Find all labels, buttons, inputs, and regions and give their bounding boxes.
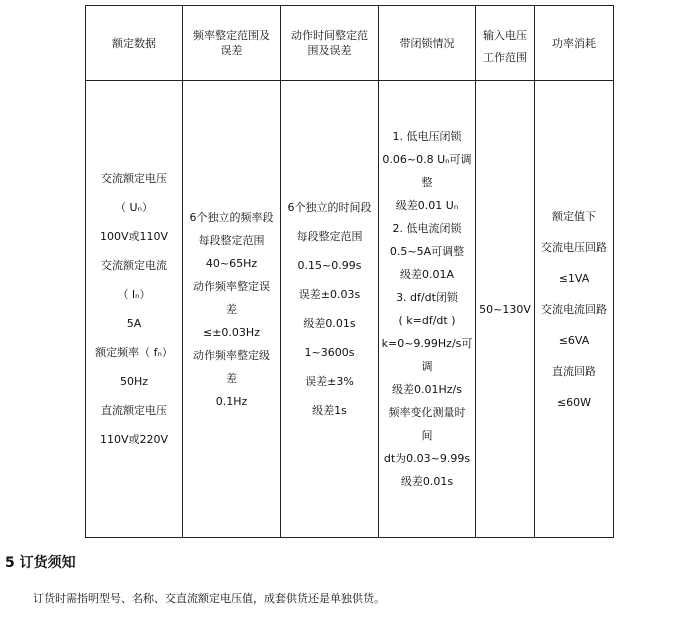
- table-header-row: [86, 6, 614, 81]
- section-title: 5 订货须知: [5, 555, 76, 571]
- table-row: [86, 81, 614, 538]
- header-lockout: 带闭锁情况: [379, 6, 476, 81]
- header-power-consumption: 功率消耗: [535, 6, 614, 81]
- cell-lockout: 1. 低电压闭锁 0.06~0.8 Uₙ可调 整 级差0.01 Uₙ 2. 低电流闭锁 0.5~5A可调整 级差0.01A 3. df/dt闭锁 ( k=df/dt ) k=0~9.99Hz/s可 调 级差0.01Hz/s 频率变化测量时 间 dt为0.03~9.99s 级差0.01s: [379, 81, 476, 538]
- cell-frequency-range: 6个独立的频率段 每段整定范围 40~65Hz 动作频率整定误 差 ≤±0.03Hz 动作频率整定级 差 0.1Hz: [183, 81, 281, 538]
- cell-rated-data: 交流额定电压 （ Uₙ） 100V或110V 交流额定电流 （ Iₙ） 5A 额定频率（ fₙ） 50Hz 直流额定电压 110V或220V: [86, 81, 183, 538]
- cell-time-range: 6个独立的时间段 每段整定范围 0.15~0.99s 误差±0.03s 级差0.01s 1~3600s 误差±3% 级差1s: [281, 81, 379, 538]
- cell-power-consumption: 额定值下 交流电压回路 ≤1VA 交流电流回路 ≤6VA 直流回路 ≤60W: [535, 81, 614, 538]
- header-time-range: 动作时间整定范 围及误差: [281, 6, 379, 81]
- section-body: 订货时需指明型号、名称、交直流额定电压值，成套供货还是单独供货。: [33, 592, 385, 605]
- header-frequency-range: 频率整定范围及 误差: [183, 6, 281, 81]
- cell-input-voltage: 50~130V: [476, 81, 535, 538]
- spec-table: [85, 5, 614, 538]
- header-input-voltage: 输入电压 工作范围: [476, 6, 535, 81]
- header-rated-data: 额定数据: [86, 6, 183, 81]
